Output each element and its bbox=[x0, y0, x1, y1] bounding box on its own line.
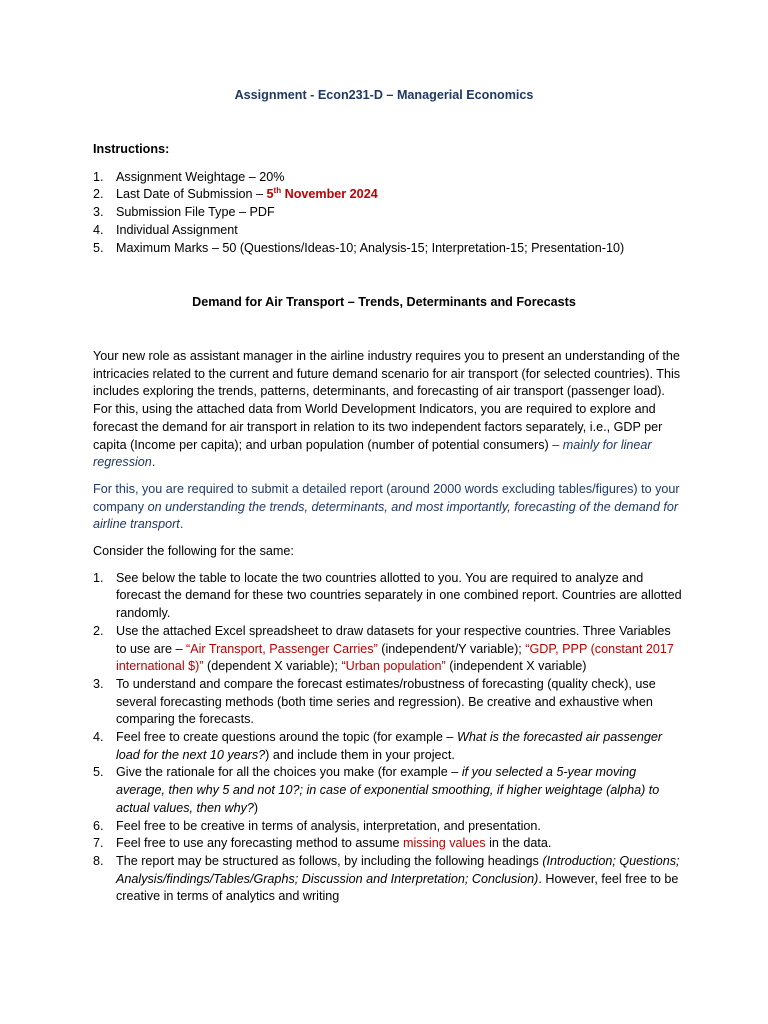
list-item: 6. Feel free to be creative in terms of analysis, interpretation, and presentation. bbox=[93, 818, 541, 833]
instructions-list bbox=[93, 169, 683, 258]
list-item: 7. Feel free to use any forecasting method to assume missing values in the data. bbox=[93, 836, 552, 851]
list-item: 2. Last Date of Submission – 5th November 2024 bbox=[93, 186, 378, 202]
list-item: 1. See below the table to locate the two countries allotted to you. You are required to analyze and forecast the demand for these two countries separately in one combined report. Countries are allotted randomly. bbox=[93, 570, 682, 621]
instructions-heading: Instructions: bbox=[93, 142, 170, 156]
section-title: Demand for Air Transport – Trends, Determinants and Forecasts bbox=[192, 295, 576, 309]
steps-list bbox=[93, 570, 683, 906]
body-section bbox=[93, 348, 683, 906]
instructions-section bbox=[93, 141, 683, 257]
page-title: Assignment - Econ231-D – Managerial Economics bbox=[234, 88, 534, 102]
report-paragraph: For this, you are required to submit a detailed report (around 2000 words excluding tables/figures) to your company on understanding the trends, determinants, and most importantly, forecasting of the demand for airline transport. bbox=[93, 481, 680, 532]
list-item: 4. Individual Assignment bbox=[93, 222, 238, 237]
list-item: 8. The report may be structured as follows, by including the following headings (Introduction; Questions; Analysis/findings/Tables/Graphs; Discussion and Interpretation; Conclusion). However, feel free to be creative in terms of analytics and writing bbox=[93, 853, 680, 904]
submission-date: 5th November 2024 bbox=[266, 186, 378, 202]
consider-paragraph: Consider the following for the same: bbox=[93, 544, 294, 559]
intro-paragraph: Your new role as assistant manager in the airline industry requires you to present an understanding of the intricacies related to the current and future demand scenario for air transport (for selected countries). This includes exploring the trends, patterns, determinants, and forecasting of air transport (passenger load). For this, using the attached data from World Development Indicators, you are required to explore and forecast the demand for air transport in relation to its two independent factors separately, i.e., GDP per capita (Income per capita); and urban population (number of potential consumers) – mainly for linear regression. bbox=[93, 349, 681, 470]
list-item: 2. Use the attached Excel spreadsheet to draw datasets for your respective countries. Three Variables to use are – “Air Transport, Passenger Carries” (independent/Y variable); “GDP, PPP (constant 2017 international $)” (dependent X variable); “Urban population” (independent X variable) bbox=[93, 623, 674, 674]
list-item: 3. Submission File Type – PDF bbox=[93, 205, 275, 220]
list-item: 4. Feel free to create questions around the topic (for example – What is the forecasted air passenger load for the next 10 years?) and include them in your project. bbox=[93, 730, 663, 762]
list-item: 5. Maximum Marks – 50 (Questions/Ideas-10; Analysis-15; Interpretation-15; Presentation-10) bbox=[93, 240, 625, 255]
list-item: 3. To understand and compare the forecast estimates/robustness of forecasting (quality check), use several forecasting methods (both time series and regression). Be creative and exhaustive when comparing the forecasts. bbox=[93, 676, 656, 727]
list-item: 1. Assignment Weightage – 20% bbox=[93, 169, 285, 184]
list-item: 5. Give the rationale for all the choices you make (for example – if you selected a 5-year moving average, then why 5 and not 10?; in case of exponential smoothing, if higher weightage (alpha) to actual values, then why?) bbox=[93, 765, 660, 815]
